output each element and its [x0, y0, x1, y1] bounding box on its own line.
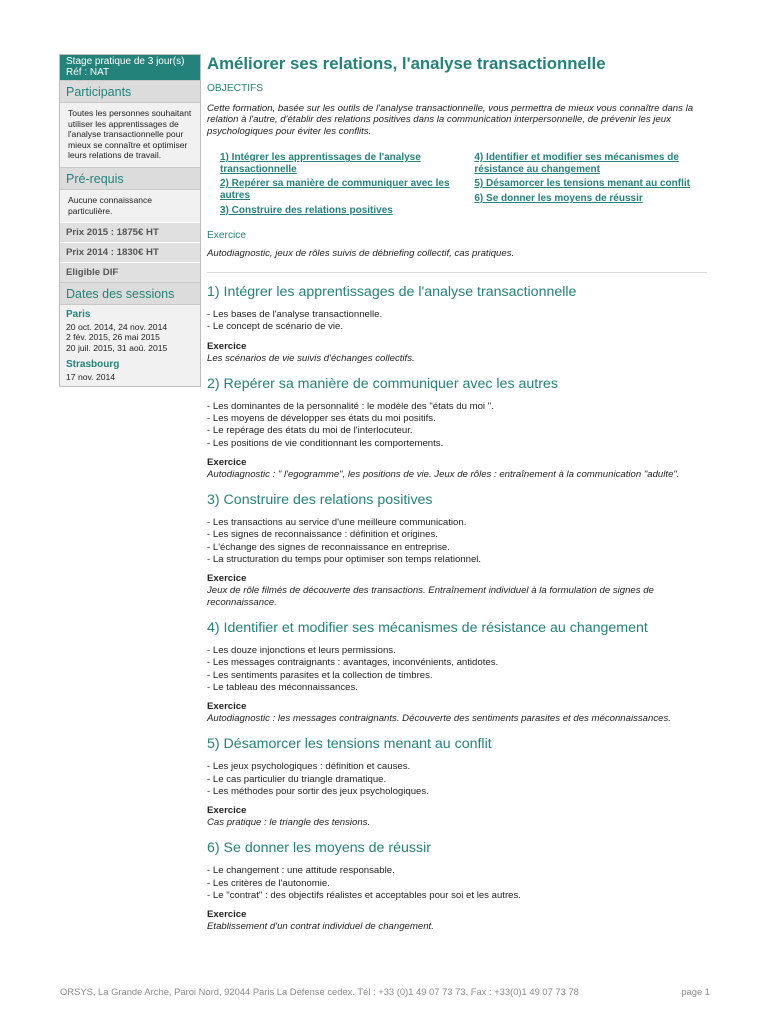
bullet-item: - L'échange des signes de reconnaissance en entreprise. — [207, 541, 450, 553]
section-bullets — [207, 645, 711, 694]
bullet-item: - Les douze injonctions et leurs permissions. — [207, 645, 396, 657]
exercise-description: Les scénarios de vie suivis d'échanges collectifs. — [207, 352, 415, 364]
section-title: 2) Repérer sa manière de communiquer avec les autres — [207, 375, 558, 392]
course-info-header — [60, 55, 200, 80]
session-date-line: 2 fév. 2015, 26 mai 2015 — [66, 332, 160, 343]
objectives-heading: OBJECTIFS — [207, 83, 264, 94]
module-section-4 — [207, 619, 711, 725]
section-title: 1) Intégrer les apprentissages de l'analyse transactionnelle — [207, 284, 577, 301]
bullet-item: - Le cas particulier du triangle dramatique. — [207, 773, 387, 785]
toc-column-right — [474, 152, 711, 219]
section-bullets — [207, 401, 711, 450]
bullet-item: - Les jeux psychologiques : définition et causes. — [207, 761, 411, 773]
bullet-item: - Les transactions au service d'une meilleure communication. — [207, 516, 467, 528]
exercise-label: Exercice — [207, 456, 247, 468]
bullet-item: - Les moyens de développer ses états du moi positifs. — [207, 413, 436, 425]
toc-column-left — [220, 152, 474, 219]
session-dates — [60, 321, 200, 355]
section-bullets — [207, 761, 711, 798]
section-bullets — [207, 865, 711, 902]
bullet-item: - La structuration du temps pour optimiser son temps relationnel. — [207, 553, 482, 565]
bullet-item: - Le tableau des méconnaissances. — [207, 682, 358, 694]
exercise-description: Cas pratique : le triangle des tensions. — [207, 817, 371, 829]
bullet-item: - Le "contrat" : des objectifs réalistes et acceptables pour soi et les autres. — [207, 889, 521, 901]
section-bullets — [207, 309, 711, 334]
exercise-description: Autodiagnostic : les messages contraignants. Découverte des sentiments parasites et des méconnaissances. — [207, 713, 671, 725]
sessions-title: Dates des sessions — [60, 282, 200, 305]
exercise-label: Exercice — [207, 909, 247, 921]
bullet-item: - Le changement : une attitude responsable. — [207, 865, 395, 877]
session-date-line: 17 nov. 2014 — [66, 371, 116, 382]
price-2014: Prix 2014 : 1830€ HT — [60, 242, 200, 262]
exercise-heading: Exercice — [207, 230, 247, 242]
bullet-item: - Les positions de vie conditionnant les comportements. — [207, 437, 444, 449]
session-dates — [60, 371, 200, 386]
exercise-label: Exercice — [207, 340, 247, 352]
exercise-label: Exercice — [207, 701, 247, 713]
exercise-description: Autodiagnostic : " l'egogramme", les positions de vie. Jeux de rôles : entraînement à la communication "adulte". — [207, 468, 680, 480]
bullet-item: - Les bases de l'analyse transactionnelle. — [207, 309, 383, 321]
bullet-item: - Les messages contraignants : avantages, inconvénients, antidotes. — [207, 657, 499, 669]
bullet-item: - Les méthodes pour sortir des jeux psychologiques. — [207, 785, 429, 797]
course-content — [207, 54, 711, 933]
table-of-contents — [207, 152, 711, 219]
section-divider — [207, 272, 707, 273]
price-2015: Prix 2015 : 1875€ HT — [60, 222, 200, 242]
toc-link-1[interactable]: 1) Intégrer les apprentissages de l'analyse transactionnelle — [220, 152, 421, 175]
module-section-6 — [207, 839, 711, 933]
section-title: 3) Construire des relations positives — [207, 491, 433, 508]
toc-link-3[interactable]: 3) Construire des relations positives — [220, 204, 393, 216]
session-date-line: 20 juil. 2015, 31 aoû. 2015 — [66, 342, 168, 353]
footer-address: ORSYS, La Grande Arche, Paroi Nord, 92044 Paris La Défense cedex. Tél : +33 (0)1 49 07 73 73. Fax : +33(0)1 49 07 73 78 — [60, 986, 579, 997]
participants-text: Toutes les personnes souhaitant utiliser les apprentissages de l'analyse transactionnelle pour mieux se connaître et optimiser leurs relations de travail. — [60, 103, 200, 167]
participants-title: Participants — [60, 80, 200, 103]
session-date-line: 20 oct. 2014, 24 nov. 2014 — [66, 322, 168, 333]
exercise-description: Etablissement d'un contrat individuel de changement. — [207, 921, 434, 933]
prerequisites-text: Aucune connaissance particulière. — [60, 190, 200, 222]
bullet-item: - Les dominantes de la personnalité : le modèle des "états du moi ". — [207, 400, 494, 412]
bullet-item: - Le repérage des états du moi de l'interlocuteur. — [207, 425, 413, 437]
course-duration: Stage pratique de 3 jour(s) — [66, 56, 185, 67]
module-section-3 — [207, 491, 711, 609]
session-city: Strasbourg — [60, 355, 200, 371]
intro-paragraph: Cette formation, basée sur les outils de l'analyse transactionnelle, vous permettra de mieux vous connaître dans la relation à l'autre, d'établir des relations positives dans la communication interpersonnelle, de prévenir les jeux psychologiques pour éviter les conflits. — [207, 103, 694, 137]
page-number: page 1 — [681, 986, 710, 997]
course-sidebar — [59, 54, 201, 387]
bullet-item: - Les sentiments parasites et la collection de timbres. — [207, 669, 433, 681]
bullet-item: - Les signes de reconnaissance : définition et origines. — [207, 529, 438, 541]
toc-link-6[interactable]: 6) Se donner les moyens de réussir — [474, 193, 643, 204]
section-title: 5) Désamorcer les tensions menant au conflit — [207, 736, 492, 753]
exercise-label: Exercice — [207, 805, 247, 817]
toc-link-4[interactable]: 4) Identifier et modifier ses mécanismes de résistance au changement — [474, 152, 679, 175]
module-section-1 — [207, 283, 711, 365]
page-title: Améliorer ses relations, l'analyse transactionnelle — [207, 54, 606, 73]
section-title: 6) Se donner les moyens de réussir — [207, 840, 431, 857]
bullet-item: - Le concept de scénario de vie. — [207, 321, 343, 333]
session-city: Paris — [60, 305, 200, 321]
exercise-description: Jeux de rôle filmés de découverte des transactions. Entraînement individuel à la formulation de signes de reconnaissance. — [207, 585, 654, 609]
exercise-summary: Autodiagnostic, jeux de rôles suivis de débriefing collectif, cas pratiques. — [207, 248, 515, 260]
toc-link-5[interactable]: 5) Désamorcer les tensions menant au conflit — [474, 178, 690, 190]
bullet-item: - Les critères de l'autonomie. — [207, 877, 330, 889]
prerequisites-title: Pré-requis — [60, 167, 200, 190]
dif-eligibility: Eligible DIF — [60, 262, 200, 282]
module-section-2 — [207, 375, 711, 481]
section-bullets — [207, 517, 711, 566]
course-reference: Réf : NAT — [66, 67, 110, 78]
exercise-label: Exercice — [207, 573, 247, 585]
module-section-5 — [207, 735, 711, 829]
section-title: 4) Identifier et modifier ses mécanismes de résistance au changement — [207, 620, 648, 637]
toc-link-2[interactable]: 2) Repérer sa manière de communiquer avec les autres — [220, 178, 450, 201]
